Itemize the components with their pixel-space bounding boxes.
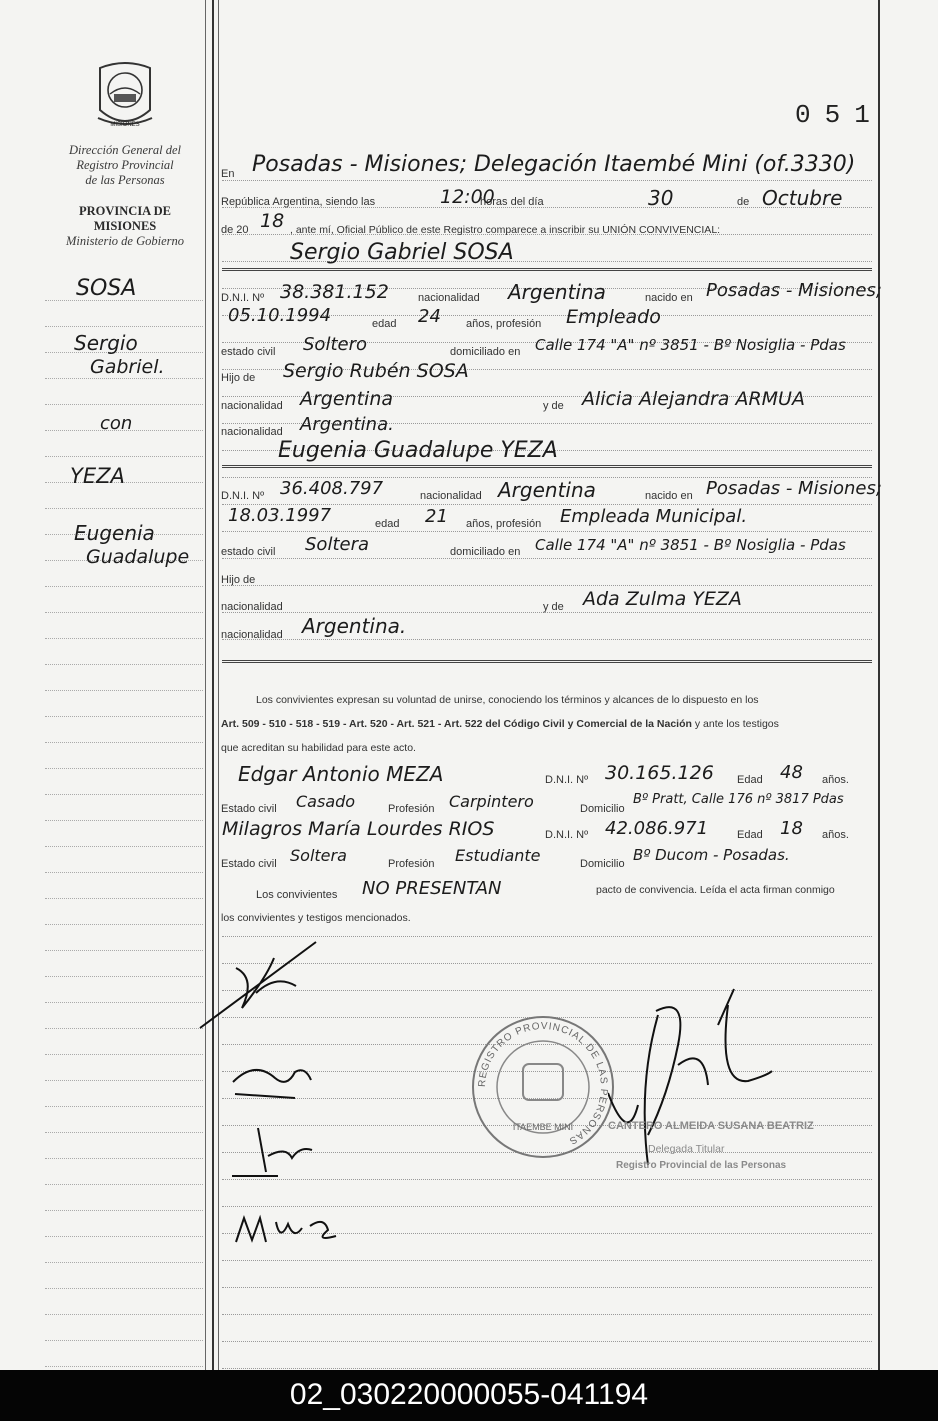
province-header — [40, 204, 210, 249]
person2-name: Eugenia Guadalupe YEZA — [278, 438, 558, 463]
body-ruled-line — [222, 639, 872, 640]
section-divider-line — [222, 467, 872, 468]
person2-estado-label: estado civil — [221, 546, 276, 558]
section-divider-line — [222, 270, 872, 271]
witness1-domicilio-label: Domicilio — [580, 803, 625, 815]
person2-domicilio-label: domiciliado en — [450, 546, 521, 558]
logo-label: MISIONES — [110, 122, 140, 128]
body-ruled-line — [222, 180, 872, 181]
month-value: Octubre — [762, 186, 843, 210]
margin-ruled-line — [45, 1288, 203, 1289]
person1-profesion-label: años, profesión — [466, 318, 542, 330]
de-label: de — [737, 196, 750, 208]
margin-divider-line-inner — [218, 0, 219, 1370]
margin-note-con: con — [100, 413, 133, 434]
person1-address: Calle 174 "A" nº 3851 - Bº Nosiglia - Pdas — [535, 336, 846, 354]
person1-father: Sergio Rubén SOSA — [283, 360, 469, 382]
document-code-bar — [0, 1370, 938, 1421]
margin-ruled-line — [45, 872, 203, 873]
declaration-line-3: que acreditan su habilidad para este acto. — [221, 742, 416, 754]
section-divider-line — [222, 660, 872, 661]
margin-ruled-line — [45, 1210, 203, 1211]
witness2-age: 18 — [780, 818, 803, 839]
witness1-name: Edgar Antonio MEZA — [238, 762, 444, 786]
province-line-2: MISIONES — [93, 219, 157, 233]
person1-birthplace: Posadas - Misiones; — [706, 280, 882, 301]
witness1-anos-label: años. — [822, 774, 849, 786]
witness2-edad-label: Edad — [737, 829, 763, 841]
person2-hijo-label: Hijo de — [221, 574, 256, 586]
person2-mother-nac-label: nacionalidad — [221, 629, 283, 641]
margin-ruled-line — [45, 326, 203, 327]
person1-mother-nac-label: nacionalidad — [221, 426, 283, 438]
body-ruled-line — [222, 1314, 872, 1315]
person2-mother-nationality: Argentina. — [302, 614, 407, 638]
section-divider-line — [222, 662, 872, 663]
margin-ruled-line — [45, 1314, 203, 1315]
person2-age: 21 — [425, 506, 448, 527]
testigos-text: y ante los testigos — [694, 718, 779, 730]
margin-ruled-line — [45, 820, 203, 821]
signature-conviviente-1 — [196, 938, 326, 1033]
ministry-label: Ministerio de Gobierno — [65, 234, 185, 248]
right-border-line — [878, 0, 880, 1370]
year-prefix: de 20 — [221, 224, 249, 236]
margin-ruled-line — [45, 612, 203, 613]
registry-seal-stamp — [468, 1012, 618, 1162]
margin-ruled-line — [45, 1002, 203, 1003]
institution-line-3: de las Personas — [85, 173, 165, 187]
closing-text: los convivientes y testigos mencionados. — [221, 912, 411, 924]
witness1-estado-label: Estado civil — [221, 803, 277, 815]
person1-nacionalidad-label: nacionalidad — [418, 292, 480, 304]
person2-birthdate: 18.03.1997 — [228, 505, 332, 526]
margin-ruled-line — [45, 404, 203, 405]
margin-ruled-line — [45, 508, 203, 509]
signature-conviviente-2 — [225, 1052, 325, 1102]
seal-ring-text: REGISTRO PROVINCIAL DE LAS PERSONAS — [476, 1020, 610, 1147]
margin-ruled-line — [45, 1028, 203, 1029]
witness1-address: Bº Pratt, Calle 176 nº 3817 Pdas — [633, 792, 844, 807]
province-coat-of-arms-icon — [92, 60, 158, 136]
margin-ruled-line — [45, 976, 203, 977]
horas-label: horas del día — [480, 196, 544, 208]
witness2-profession: Estudiante — [455, 846, 541, 865]
margin-ruled-line — [45, 664, 203, 665]
person1-birthdate: 05.10.1994 — [228, 305, 332, 326]
body-ruled-line — [222, 1206, 872, 1207]
articles-text: Art. 509 - 510 - 518 - 519 - Art. 520 - Art. 521 - Art. 522 del Código Civil y Comercial de la Nación — [221, 718, 692, 730]
witness2-address: Bº Ducom - Posadas. — [633, 846, 790, 864]
person2-address: Calle 174 "A" nº 3851 - Bº Nosiglia - Pdas — [535, 536, 846, 554]
margin-ruled-line — [45, 1054, 203, 1055]
person1-nacido-label: nacido en — [645, 292, 693, 304]
margin-ruled-line — [45, 846, 203, 847]
person1-father-nationality: Argentina — [300, 388, 394, 410]
margin-ruled-line — [45, 690, 203, 691]
person1-yde-label: y de — [543, 400, 564, 412]
person2-nacido-label: nacido en — [645, 490, 693, 502]
margin-ruled-line — [45, 1262, 203, 1263]
margin-ruled-line — [45, 742, 203, 743]
signature-witness-2 — [232, 1212, 352, 1252]
witness1-civil-status: Casado — [296, 792, 356, 811]
person1-estado-label: estado civil — [221, 346, 276, 358]
person2-dni: 36.408.797 — [280, 478, 384, 499]
institution-line-1: Dirección General del — [69, 143, 181, 157]
person2-mother: Ada Zulma YEZA — [583, 588, 742, 610]
margin-note-name-1b: Gabriel. — [90, 356, 165, 378]
comparece-text: , ante mí, Oficial Público de este Registro comparece a inscribir su UNIÓN CONVIVENCIAL: — [290, 224, 721, 236]
body-ruled-line — [222, 1341, 872, 1342]
margin-ruled-line — [45, 1158, 203, 1159]
body-ruled-line — [222, 585, 872, 586]
witness2-dni: 42.086.971 — [605, 818, 709, 839]
margin-ruled-line — [45, 716, 203, 717]
margin-ruled-line — [45, 1080, 203, 1081]
declaration-line-2 — [221, 718, 779, 730]
section-divider-line — [222, 268, 872, 269]
witness2-profesion-label: Profesión — [388, 858, 435, 870]
margin-divider-line — [212, 0, 214, 1370]
seal-center-text: ITAEMBE MINI — [512, 1122, 574, 1132]
person2-nacionalidad-label: nacionalidad — [420, 490, 482, 502]
body-ruled-line — [222, 1368, 872, 1369]
witness1-age: 48 — [780, 762, 803, 783]
person1-dni: 38.381.152 — [280, 281, 389, 303]
margin-ruled-line — [45, 586, 203, 587]
margin-ruled-line — [45, 950, 203, 951]
witness2-civil-status: Soltera — [290, 846, 347, 865]
person2-yde-label: y de — [543, 601, 564, 613]
declaration-line-1: Los convivientes expresan su voluntad de unirse, conociendo los términos y alcances de lo dispuesto en los — [256, 694, 759, 706]
person1-age: 24 — [418, 306, 441, 327]
official-role-stamp: Delegada Titular — [648, 1143, 725, 1155]
republica-label: República Argentina, siendo las — [221, 196, 376, 208]
person1-mother-nationality: Argentina. — [300, 414, 394, 435]
person2-profesion-label: años, profesión — [466, 518, 542, 530]
margin-ruled-line — [45, 1184, 203, 1185]
signature-witness-1 — [228, 1116, 318, 1186]
margin-ruled-line — [45, 768, 203, 769]
margin-note-name-2b: Guadalupe — [86, 546, 190, 568]
person2-dni-label: D.N.I. Nº — [221, 490, 265, 502]
body-ruled-line — [222, 1179, 872, 1180]
person2-father-nac-label: nacionalidad — [221, 601, 283, 613]
person1-nationality: Argentina — [508, 280, 606, 304]
margin-ruled-line — [45, 1366, 203, 1367]
province-line-1: PROVINCIA DE — [78, 204, 172, 218]
person1-edad-label: edad — [372, 318, 397, 330]
margin-note-name-2a: Eugenia — [74, 521, 155, 545]
witness2-estado-label: Estado civil — [221, 858, 277, 870]
witness2-name: Milagros María Lourdes RIOS — [222, 818, 495, 840]
person2-nationality: Argentina — [498, 478, 596, 502]
margin-ruled-line — [45, 898, 203, 899]
margin-note-name-1a: Sergio — [74, 331, 138, 355]
person1-father-nac-label: nacionalidad — [221, 400, 283, 412]
margin-ruled-line — [45, 456, 203, 457]
body-ruled-line — [222, 558, 872, 559]
body-ruled-line — [222, 1287, 872, 1288]
institution-line-2: Registro Provincial — [76, 158, 174, 172]
official-org-stamp: Registro Provincial de las Personas — [616, 1160, 787, 1171]
person1-hijo-label: Hijo de — [221, 372, 256, 384]
margin-ruled-line — [45, 378, 203, 379]
witness1-profesion-label: Profesión — [388, 803, 435, 815]
day-value: 30 — [648, 186, 674, 210]
person1-profession: Empleado — [566, 306, 661, 328]
body-ruled-line — [222, 936, 872, 937]
en-label: En — [221, 168, 235, 180]
place-value: Posadas - Misiones; Delegación Itaembé Mini (of.3330) — [252, 152, 856, 177]
margin-ruled-line — [45, 1340, 203, 1341]
folio-number: 051 — [795, 100, 884, 130]
margin-ruled-line — [45, 794, 203, 795]
person1-domicilio-label: domiciliado en — [450, 346, 521, 358]
person1-civil-status: Soltero — [303, 334, 367, 355]
year-suffix: 18 — [260, 210, 285, 232]
body-ruled-line — [222, 531, 872, 532]
official-name-stamp: CANTERO ALMEIDA SUSANA BEATRIZ — [608, 1120, 814, 1132]
witness1-profession: Carpintero — [449, 792, 534, 811]
margin-ruled-line — [45, 1106, 203, 1107]
person1-name: Sergio Gabriel SOSA — [290, 240, 514, 265]
margin-ruled-line — [45, 1132, 203, 1133]
margin-ruled-line — [45, 924, 203, 925]
witness2-anos-label: años. — [822, 829, 849, 841]
person1-mother: Alicia Alejandra ARMUA — [582, 388, 805, 410]
person2-profession: Empleada Municipal. — [560, 506, 748, 527]
body-ruled-line — [222, 1260, 872, 1261]
document-code: 02_030220000055-041194 — [289, 1378, 649, 1411]
hour-value: 12:00 — [440, 186, 495, 208]
person2-civil-status: Soltera — [305, 534, 370, 555]
witness2-domicilio-label: Domicilio — [580, 858, 625, 870]
institution-header — [40, 143, 210, 188]
margin-ruled-line — [45, 1236, 203, 1237]
person1-dni-label: D.N.I. Nº — [221, 292, 265, 304]
witness1-edad-label: Edad — [737, 774, 763, 786]
pact-value: NO PRESENTAN — [362, 878, 502, 899]
margin-note-surname-1: SOSA — [76, 276, 137, 301]
witness1-dni: 30.165.126 — [605, 762, 714, 784]
person2-birthplace: Posadas - Misiones; — [706, 478, 882, 499]
pact-prefix: Los convivientes — [256, 889, 338, 901]
section-divider-line — [222, 465, 872, 466]
witness1-dni-label: D.N.I. Nº — [545, 774, 589, 786]
margin-note-surname-2: YEZA — [70, 464, 125, 488]
pact-suffix: pacto de convivencia. Leída el acta firman conmigo — [596, 884, 835, 896]
person2-edad-label: edad — [375, 518, 400, 530]
margin-ruled-line — [45, 638, 203, 639]
witness2-dni-label: D.N.I. Nº — [545, 829, 589, 841]
